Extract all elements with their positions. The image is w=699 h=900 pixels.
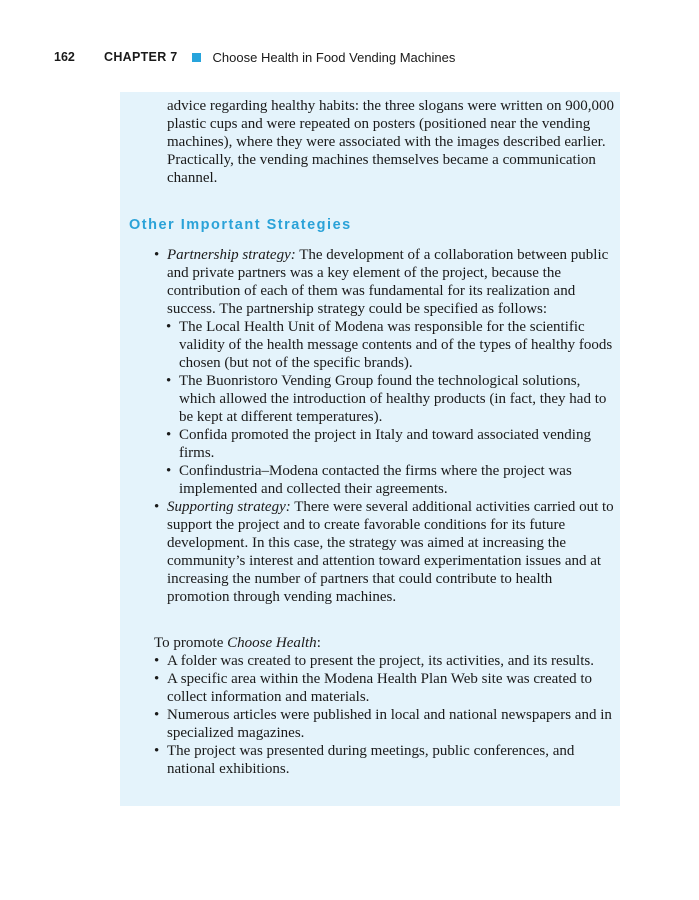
- list-item: [154, 742, 615, 778]
- promotion-item-text: The project was presented during meetings, public conferences, and national exhibitions.: [167, 743, 575, 777]
- bullet-icon: •: [166, 319, 172, 335]
- sub-list-item: [166, 318, 615, 372]
- bullet-icon: •: [166, 463, 172, 479]
- bullet-icon: •: [154, 743, 160, 759]
- bullet-icon: •: [154, 671, 160, 687]
- list-item-supporting-strategy: [154, 498, 615, 606]
- promotion-item-text: Numerous articles were published in local and national newspapers and in specialized magazines.: [167, 707, 612, 741]
- bullet-icon: •: [154, 247, 160, 263]
- bullet-icon: •: [166, 373, 172, 389]
- running-head: [54, 49, 455, 65]
- sub-item-text: Confida promoted the project in Italy and toward associated vending firms.: [179, 427, 591, 461]
- strategy-text: There were several additional activities carried out to support the project and to create favorable conditions for its future development. In this case, the strategy was aimed at increasing the community’s interest and attention toward experimentation issues and at increasing the number of partners that could contribute to health promotion through vending machines.: [167, 499, 614, 605]
- strategy-list: [154, 246, 615, 606]
- bullet-icon: •: [154, 653, 160, 669]
- list-item: [154, 706, 615, 742]
- sub-list-item: [166, 462, 615, 498]
- square-bullet-icon: [192, 53, 201, 62]
- promote-suffix: :: [316, 635, 321, 651]
- promotion-list: [154, 652, 615, 778]
- chapter-title: Choose Health in Food Vending Machines: [212, 49, 456, 65]
- bullet-icon: •: [166, 427, 172, 443]
- bullet-icon: •: [154, 499, 160, 515]
- strategy-term: Supporting strategy:: [167, 499, 291, 515]
- page-number: 162: [54, 50, 75, 64]
- bullet-icon: •: [154, 707, 160, 723]
- promote-prefix: To promote: [154, 635, 228, 651]
- project-name: Choose Health: [227, 635, 317, 651]
- sub-list-item: [166, 426, 615, 462]
- case-study-box: [120, 92, 620, 806]
- strategy-text: The development of a collaboration between public and private partners was a key element of the project, because the contribution of each of them was fundamental for its realization and success. The partnership strategy could be specified as follows:: [167, 247, 609, 317]
- sub-list-item: [166, 372, 615, 426]
- partner-sub-list: [166, 318, 615, 498]
- promote-intro: [154, 634, 614, 652]
- intro-paragraph: advice regarding healthy habits: the three slogans were written on 900,000 plastic cups and were repeated on posters (positioned near the vending machines), where they were associated with the images described earlier. Practically, the vending machines themselves became a communication channel.: [167, 98, 614, 186]
- chapter-label: CHAPTER 7: [104, 50, 178, 64]
- section-heading: Other Important Strategies: [129, 217, 352, 233]
- strategy-term: Partnership strategy:: [167, 247, 296, 263]
- promotion-item-text: A folder was created to present the project, its activities, and its results.: [167, 653, 594, 669]
- promotion-item-text: A specific area within the Modena Health Plan Web site was created to collect information and materials.: [167, 671, 593, 705]
- sub-item-text: The Buonristoro Vending Group found the technological solutions, which allowed the introduction of healthy products (in fact, they had to be kept at different temperatures).: [179, 373, 607, 425]
- sub-item-text: Confindustria–Modena contacted the firms where the project was implemented and collected their agreements.: [179, 463, 572, 497]
- list-item: [154, 670, 615, 706]
- list-item-partnership-strategy: [154, 246, 615, 498]
- list-item: [154, 652, 615, 670]
- sub-item-text: The Local Health Unit of Modena was responsible for the scientific validity of the health message contents and of the types of healthy foods chosen (but not of the specific brands).: [179, 319, 613, 371]
